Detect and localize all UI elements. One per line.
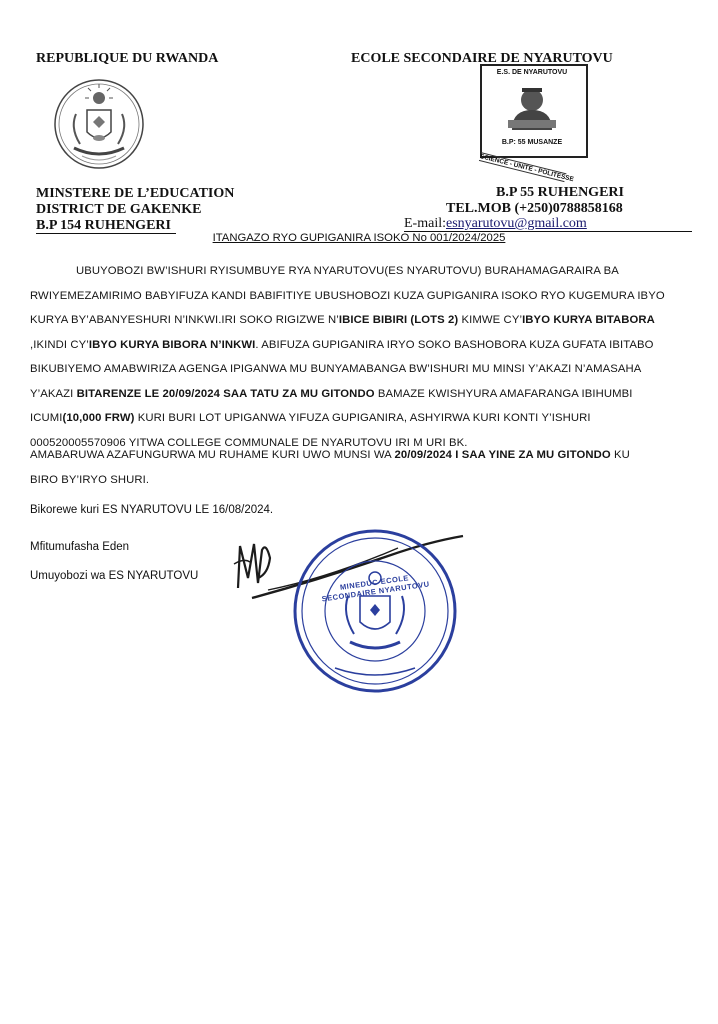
- announcement-title: ITANGAZO RYO GUPIGANIRA ISOKO No 001/2024/2025: [212, 232, 506, 244]
- district-po-box: B.P 154 RUHENGERI: [36, 218, 171, 233]
- lot-2-name: IBYO KURYA BIBORA N’INKWI: [88, 338, 256, 351]
- school-logo-top-text: E.S. DE NYARUTOVU: [496, 69, 568, 76]
- fee-amount: (10,000 FRW): [62, 412, 135, 424]
- school-po-box: B.P 55 RUHENGERI: [496, 185, 624, 200]
- school-logo-motto-ribbon: SCIENCE - UNITE - POLITESSE: [479, 153, 575, 184]
- p1-line: ,IKINDI CY’IBYO KURYA BIBORA N’INKWI. ABIFUZA GUPIGANIRA IRYO SOKO BASHOBORA KUZA GUFATA IBITABO: [30, 338, 654, 351]
- school-name: ECOLE SECONDAIRE DE NYARUTOVU: [351, 51, 613, 66]
- lots-count: IBICE BIBIRI (LOTS 2): [338, 314, 459, 326]
- school-stamp: [290, 526, 460, 696]
- rwanda-coat-of-arms-seal: [46, 74, 152, 180]
- p2-line: BIRO BY’IRYO SHURI.: [30, 473, 150, 486]
- country-name: REPUBLIQUE DU RWANDA: [36, 51, 219, 66]
- school-email-link[interactable]: esnyarutovu@gmail.com: [446, 216, 587, 231]
- email-label: E-mail:: [404, 216, 446, 231]
- school-email-line: [404, 216, 587, 232]
- school-telephone: TEL.MOB (+250)0788858168: [446, 201, 623, 216]
- opening-date: 20/09/2024 I SAA YINE ZA MU GITONDO: [394, 449, 611, 461]
- p1-line: UBUYOBOZI BW’ISHURI RYISUMBUYE RYA NYARUTOVU(ES NYARUTOVU) BURAHAMAGARAIRA BA: [76, 265, 619, 277]
- signatory-name: Mfitumufasha Eden: [30, 541, 130, 553]
- p2-line: AMABARUWA AZAFUNGURWA MU RUHAME KURI UWO MUNSI WA 20/09/2024 I SAA YINE ZA MU GITONDO KU: [30, 449, 630, 461]
- signatory-role: Umuyobozi wa ES NYARUTOVU: [30, 570, 199, 582]
- announcement-paragraph-2: [30, 443, 695, 492]
- school-logo-bottom-text: B.P: 55 MUSANZE: [501, 139, 563, 146]
- p1-line: Y’AKAZI BITARENZE LE 20/09/2024 SAA TATU ZA MU GITONDO BAMAZE KWISHYURA AMAFARANGA IBIHUMBI: [30, 387, 633, 400]
- lot-1-name: IBYO KURYA BITABORA: [522, 314, 655, 326]
- place-and-date: Bikorewe kuri ES NYARUTOVU LE 16/08/2024.: [30, 504, 274, 516]
- p1-line: 000520005570906 YITWA COLLEGE COMMUNALE DE NYARUTOVU IRI M URI BK.: [30, 436, 468, 449]
- p1-line: ICUMI(10,000 FRW) KURI BURI LOT UPIGANWA YIFUZA GUPIGANIRA, ASHYIRWA KURI KONTI Y’ISHURI: [30, 412, 591, 424]
- school-logo: [480, 64, 588, 158]
- p1-line: KURYA BY’ABANYESHURI N’INKWI.IRI SOKO RIGIZWE N’IBICE BIBIRI (LOTS 2) KIMWE CY’IBYO KURYA BITABORA: [30, 314, 655, 326]
- p1-line: RWIYEMEZAMIRIMO BABYIFUZA KANDI BABIFITIYE UBUSHOBOZI KUZA GUPIGANIRA ISOKO RYO KUGEMURA IBYO: [30, 289, 665, 302]
- deadline: BITARENZE LE 20/09/2024 SAA TATU ZA MU GITONDO: [76, 387, 375, 400]
- stamp-ring-text: MINEDUC ECOLE SECONDAIRE NYARUTOVU: [321, 573, 431, 604]
- announcement-paragraph-1: [30, 259, 695, 455]
- ministry-name: MINSTERE DE L’EDUCATION: [36, 186, 235, 201]
- p1-line: BIKUBIYEMO AMABWIRIZA AGENGA IPIGANWA MU BUNYAMABANGA BW’ISHURI MU MINSI Y’AKAZI N’AMASAHA: [30, 363, 642, 375]
- district-name: DISTRICT DE GAKENKE: [36, 202, 202, 217]
